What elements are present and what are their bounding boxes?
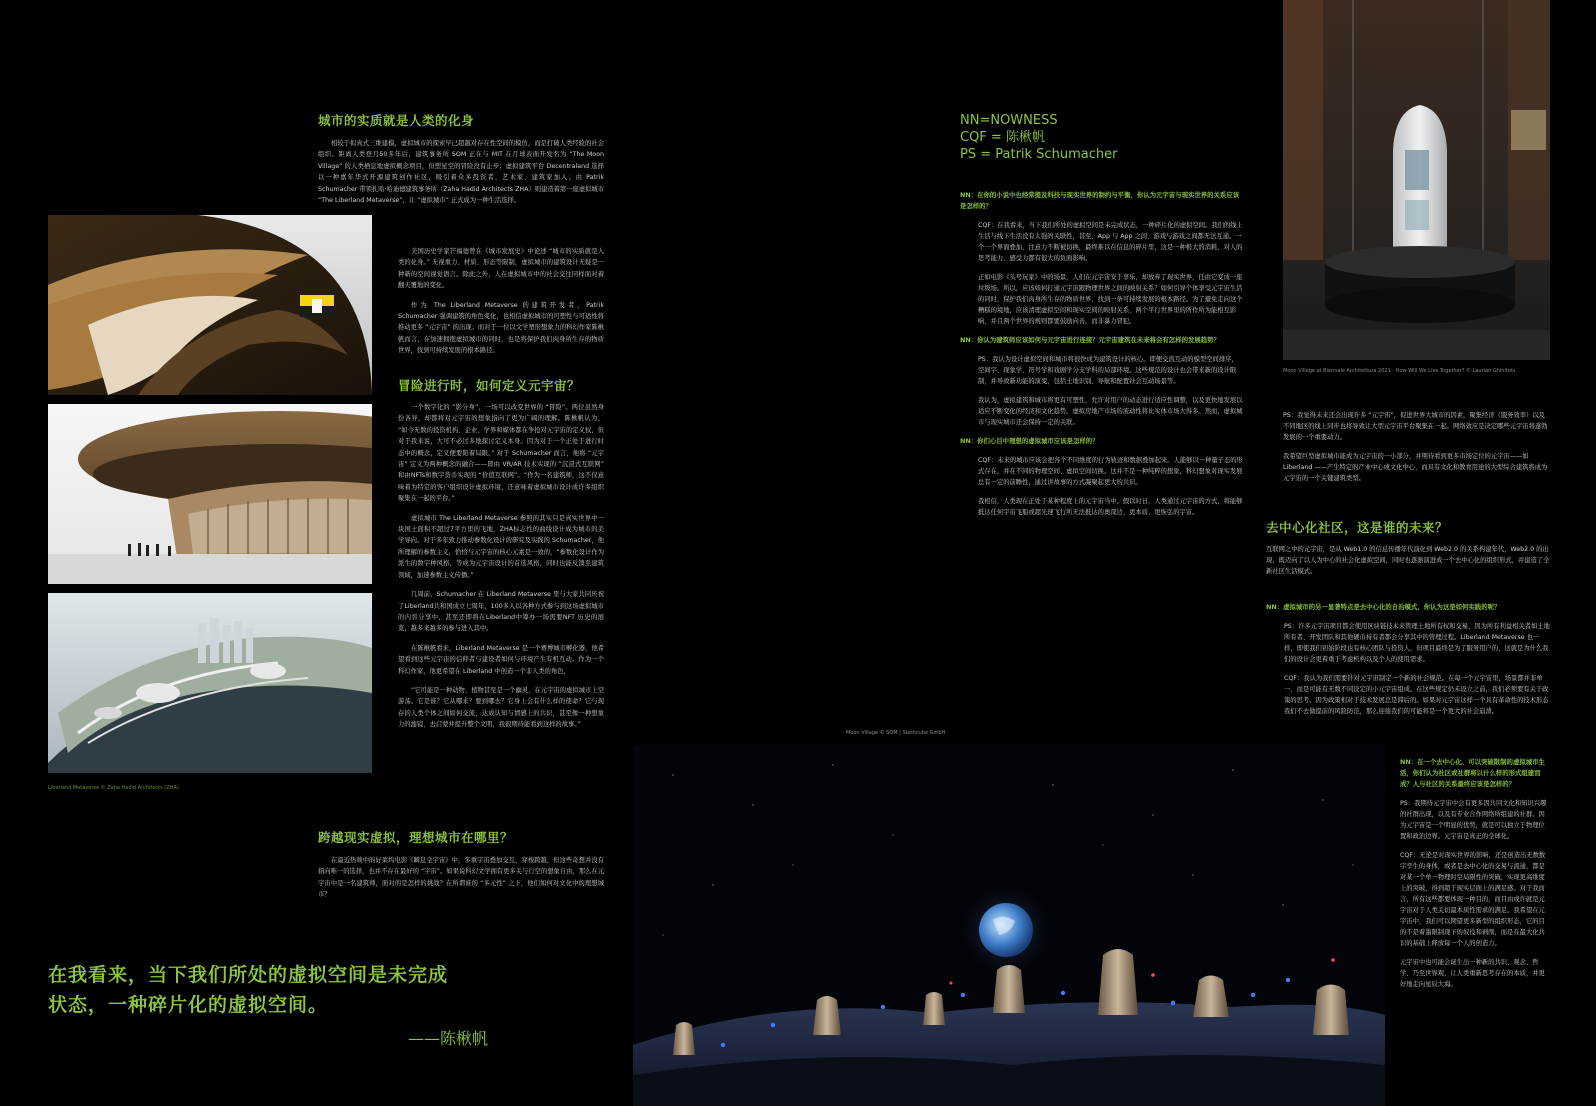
answer: 我相信，人类现在正处于某种程度上的元宇宙当中。假以时日，人类通过元宇宙的方式，将能够抵达任何宇宙飞船或超光速飞行所无法抵达的奥深边、更本质、更恢弘的宇宙。 bbox=[978, 498, 1243, 516]
heading-ideal-city: 跨越现实虚拟，理想城市在哪里？ bbox=[318, 830, 514, 845]
answer: PS：许多元宇宙项目都会使用区块链技术来管理土地所有权和交易，因为所有利益相关者如土地所有者、开发团队和其他硬币持有者都会分享其中的管理过程。Liberland Metaverse 也一样，即使我们初始阶段也有核心团队与投资人，但项目最终是为了服务用户的，这就是为什么我们的设计会更着重于考虑机构以及个人的使用需求。 bbox=[1284, 623, 1550, 663]
pull-quote-line: 状态，一种碎片化的虚拟空间。 bbox=[48, 994, 329, 1016]
paragraph: 一个数字化的 “影分身”，一场可以改变世界的 “冒险”。两位虽然身份各异，却都将对元宇宙的想象指向了更为广阔的理解。陈楸帆认为， “如今无数的投资机构、企业、学界和媒体都在争抢对元宇宙的定义权，但对于我来说，大可不必过多地探讨定义本身。因为对于一个正处于进行时态中的概念，定义便要陷着局限。” 对于 Schumacher 而言，他将 “元宇宙” 定义为两种概念的融合——即由 VR/AR 技术实现的 “沉浸式互联网” 和由NFTs和数字货币实现的 “价值互联网”。“作为一名建筑师，这不仅意味着为特定的客户组织设计虚拟环境，还意味着虚拟城市设计成许多组织聚集在一起的平台。” bbox=[398, 404, 604, 503]
question: NN：虚拟城市的另一显著特点是去中心化的自治模式，你认为这是如何实践的呢？ bbox=[1266, 603, 1501, 611]
photo-caption-biennale: Moon Village at Biennale Architettura 2021 - How Will We Live Together? © Laurian Ghinitoiu bbox=[1283, 368, 1516, 374]
answer: CQF：未来的城市应该会把各个不同维度的行为轨迹和数据叠加起来。人能够以一种量子态的形式存在，并在不同的物理空间、虚拟空间切换。这并不是一种纯粹的想象，科幻想象对现实发展总有一定的前瞻性，通过讲故事的方式凝聚起更大的共识。 bbox=[978, 457, 1243, 486]
answer: CQF：在我看来，当下我们所处的虚拟空间是未完成状态，一种碎片化的虚拟空间。我们的线上生活与线下生活没有太强的关联性，甚至，App 与 App 之间、游戏与游戏之间都无法互通。一个一个界面叠加，注意力不断被切换，最终难以在信息的碎片里，这是一种极大的消耗，对人的思考能力、感受力都有很大的负面影响。 bbox=[978, 222, 1243, 262]
decentralized-intro bbox=[1266, 544, 1550, 585]
photo-aerial-city bbox=[48, 593, 372, 773]
interview-block-1 bbox=[960, 190, 1243, 526]
ps-answer-block bbox=[1283, 410, 1550, 492]
heading-adventure: 冒险进行时，如何定义元宇宙？ bbox=[398, 378, 581, 393]
speaker-key-line: NN=NOWNESS bbox=[960, 113, 1058, 128]
heading-city-essence: 城市的实质就是人类的化身 bbox=[318, 113, 475, 128]
interview-block-2 bbox=[1266, 602, 1550, 725]
intro-paragraph bbox=[318, 138, 604, 214]
answer: 我认为，虚拟建筑和城市将更有可塑性，允许对用户的动态进行适应性调整，以及更快地发展以适应不断变化的经济和文化趋势。虚拟房地产市场的流动性将比实体市场大得多。然而，虚拟城市与现实城市还会保持一定的关联。 bbox=[978, 397, 1243, 426]
answer: 元宇宙中也可能会诞生出一种新的共识、观念、哲学、乃至世界观，让人类重新思考存在的本质，并更好地走向星辰大海。 bbox=[1400, 959, 1545, 988]
paragraph: 互联网之中的元宇宙，是从 Web1.0 的信息传播年代演化到 Web2.0 的关系构建年代，Web2.0 的出现，既迈向了以人为中心的社会化虚拟空间，同时也逐渐演进成一个去中心化的组织形式，并建造了全新社区生活模式。 bbox=[1266, 546, 1550, 575]
answer: PS：我认为设计虚拟空间和城市将很快成为建筑设计的核心。即便交流互动的模型空间排序，空间字、现象学、符号学和戏剧学分支学科的局部环境。这些规范的设计也会带来新的设计限制，并导致新功能的演变，包括土地识别、导航和配置社会互动场景等。 bbox=[978, 356, 1238, 385]
question: NN：你认为建筑师应该如何与元宇宙进行连接？元宇宙建筑在未来将会有怎样的发展趋势？ bbox=[960, 336, 1220, 344]
speaker-key bbox=[960, 112, 1117, 163]
question: NN：你们心目中理想的虚拟城市应该是怎样的？ bbox=[960, 437, 1099, 445]
photo-moon-village-render bbox=[633, 745, 1385, 1106]
speaker-key-line: PS = Patrik Schumacher bbox=[960, 147, 1118, 162]
answer: 正如电影《头号玩家》中的场景，人们在元宇宙安于享乐，却放弃了现实世界，任由它变成一座垃圾场。所以，应该如何打通元宇宙跟物理世界之间的映射关系？如何引导个体享受元宇宙生活的同时，保护我们肉身所生存的物质世界，找到一条可持续发展的根本路径。为了避免走向这个糟糕的境地，应该清理虚拟空间和现实空间的映射关系，两个平行世界里的所作所为能相互影响，并且两个世界的规则都要鼓励向善，而非暴力冒犯。 bbox=[978, 274, 1243, 325]
answer: PS：我期待元宇宙中会有更多因共同文化和知识兴趣的社群出现，以及有专业合作网络所组建的社群。因为元宇宙是一个明显的优势，就是可以独立于物理位置和政治边界。元宇宙是真正的全球化。 bbox=[1400, 800, 1547, 840]
speaker-key-line: CQF = 陈楸帆 bbox=[960, 130, 1045, 145]
photo-caption-zha: Liberland Metaverse © Zaha Hadid Architects (ZHA) bbox=[48, 785, 179, 791]
paragraph: 美国历史学家芒福德曾在《城市发展史》中论述 “城市的实质就是人类的化身。” 无视重力、材质、形态等限制，虚拟城市的建筑设计无疑是一种新的空间视觉语言。除此之外，人在虚拟城市中的社会交往同样面对着翻天覆地的变化。 bbox=[398, 248, 604, 290]
paragraph: 作为 The Liberland Metaverse 的建筑开发者，Patrik Schumacher 强调建筑的角色变化，也相信虚拟城市的可塑性与可适性将推动更多 “元宇宙” 的出现；而对于一位以文学塑形想象力的科幻作家陈楸帆而言，在加速拥抱虚拟城市的同时，也是将保护我们肉身所生存的物质世界，找到可持续发展的根本路径。 bbox=[398, 301, 604, 355]
paragraph: 在最近热映中的好莱坞电影《瞬息全宇宙》中，多重宇宙叠加交互，穿梭跨越，但这些奇想并没有指向唯一的选择，也并不存在最好的 “宇宙”。如果说科幻文学拥有更多关与行空的想象自由，那么在元宇宙中是一名建筑师，面对的是怎样的挑战？在所谓谁的 “多元性” 之下，他们如何对文化中的理想城市？ bbox=[318, 857, 604, 899]
answer: 我希望巨型虚拟城市能成为元宇宙的一小部分，并期待看到更多市场定位的元宇宙——如 Liberland ——产生特定的产业中心或文化中心，而具有文化和教育用途的大型综合建筑将成为元宇宙的一个关键建筑类型。 bbox=[1283, 453, 1548, 482]
answer: CQF：无论是对现实世界的影响，还是创造出无数数字孪生的身体，或者是去中心化的交易与流通，都是对某一个单一物理时空局限性的突破，实现更高维度上的突破，得到超于现实层面上的满足感。对于我而言，所有这些都要体现一种目的，而目由或许就是元宇宙对于人类关切最本质性需求的满足。我希望在元宇宙中，我们可以期望更多新型的组织形态，它的目的不是着墨限制现下的奴役和剥削，而是在最大化共识的基础上释放每一个人的创造力。 bbox=[1400, 852, 1546, 947]
interview-block-3 bbox=[1400, 757, 1550, 998]
paragraph: 几周前，Schumacher 在 Liberland Metaverse 里与大家共同庆祝了Liberland共和国成立七周年，100多人以各种方式参与到这场虚拟城市的内容分享中，甚至还即将在Liberland中筹办一场需要NFT 历史的展览，越多来越多的参与进入其中。 bbox=[398, 591, 604, 633]
paragraph: 在陈楸帆看来，Liberland Metaverse 是一个赛博城市孵化器，他希望看到这些元宇宙的信仰者与建设者如何与环境产生有机互动。作为一个科幻作家，他更希望在 Liberland 中创造一个非人类的角色， bbox=[398, 644, 604, 675]
closing-paragraph bbox=[318, 855, 604, 909]
left-column-text-2 bbox=[398, 402, 604, 739]
answer: PS：我觉得未来还会出现许多 “元宇宙”，促进世界大城市的因素，聚集经济（服务效率）以及不同地区的线上同步也将导致让大型元宇宙平台聚集在一起。网络效应是决定哪些元宇宙将蓬勃发展的一个重要动力。 bbox=[1283, 412, 1548, 441]
pull-quote-author: ——陈楸帆 bbox=[407, 1029, 488, 1048]
pull-quote bbox=[48, 960, 488, 1049]
photo-circular-building bbox=[48, 404, 372, 584]
intro-text: 相较于拟真式三维建模，虚拟城市的探索早已超越对存在性空间的模仿，而是打破人类经验的社会组织。距离人类登月50多年后，建筑事务所 SOM 正在与 MIT 在月球表面开发名为 “The Moon Village” 的人类栖息地虚拟概念项目，但塑星空的冒险没有止步；虚拟建筑平台 Decentraland 选择以一种嘉年华式开源建筑创作社区，吸引着众多投资者、艺术家、建筑家加入；由 Patrik Schumacher 带领扎哈·哈迪德建筑事务所（Zaha Hadid Architects ZHA）则建造着第一座虚拟城市 “The Liberland Metaverse”，让 “虚拟城市” 正式成为一种生活选择。 bbox=[318, 140, 605, 205]
answer: CQF：我认为我们需要针对元宇宙制定一个新的社会规范。在每一个元宇宙里，场景都并非单一，而是可能有无数不同设定的小元宇宙组成。在这些规定仍未设立之前，我们必须要有关于政策的思考，因为政策相对于技术发展总是滞后的。如果对元宇宙这样一个具有革命性的技术形态我们不去做提前的风险防范，那么迎接我们的可能将是一个更大的社会崩溃。 bbox=[1284, 675, 1549, 715]
quote-paragraph: “它可能是一种动物、植物甚至是一个幽灵，在元宇宙的虚拟城市上空游荡。它是谁？它从哪来？要到哪去？它身上会有什么样的使命？它与现存的人类个体之间如何交流，达成认知与情感上的共识，甚至像一种想象力的滤镜，去启蒙并提升整个文明，我很期待能看到这样的故事。” bbox=[398, 686, 604, 729]
heading-decentralized: 去中心化社区，这是谁的未来？ bbox=[1266, 520, 1449, 535]
photo-curved-interior bbox=[48, 215, 372, 395]
pull-quote-line: 在我看来，当下我们所处的虚拟空间是未完成 bbox=[48, 964, 449, 986]
left-column-text bbox=[398, 246, 604, 365]
photo-moon-village-exhibition bbox=[1283, 0, 1550, 360]
photo-caption-moon-village: Moon Village © SOM | Slashcube GmbH bbox=[846, 730, 946, 736]
question: NN：在你的小说中也经常提及科技与现实世界的制约与平衡，你认为元宇宙与现实世界的关系应该是怎样的？ bbox=[960, 191, 1240, 210]
question: NN：在一个去中心化、可以突破限制的虚拟城市生活，你们认为社区或社群将以什么样的形式组建而成？人与社区的关系最终应该是怎样的？ bbox=[1400, 758, 1545, 788]
paragraph: 虚拟城市 The Liberland Metaverse 参照的其实只是真实世界中一块国土面积不超过7平方里的飞地，ZHA标志性的曲线设计成为城市的美学导向。对于多年致力推动参数化设计的研究及实践的 Schumacher，他所理解的参数主义，恰恰与元宇宙的核心元素是一致的，“参数化设计作为派生的数字种风格，等成为元宇宙设计的首选风格，同时也能反馈至建筑领域，加速参数主义传播。” bbox=[398, 514, 604, 579]
